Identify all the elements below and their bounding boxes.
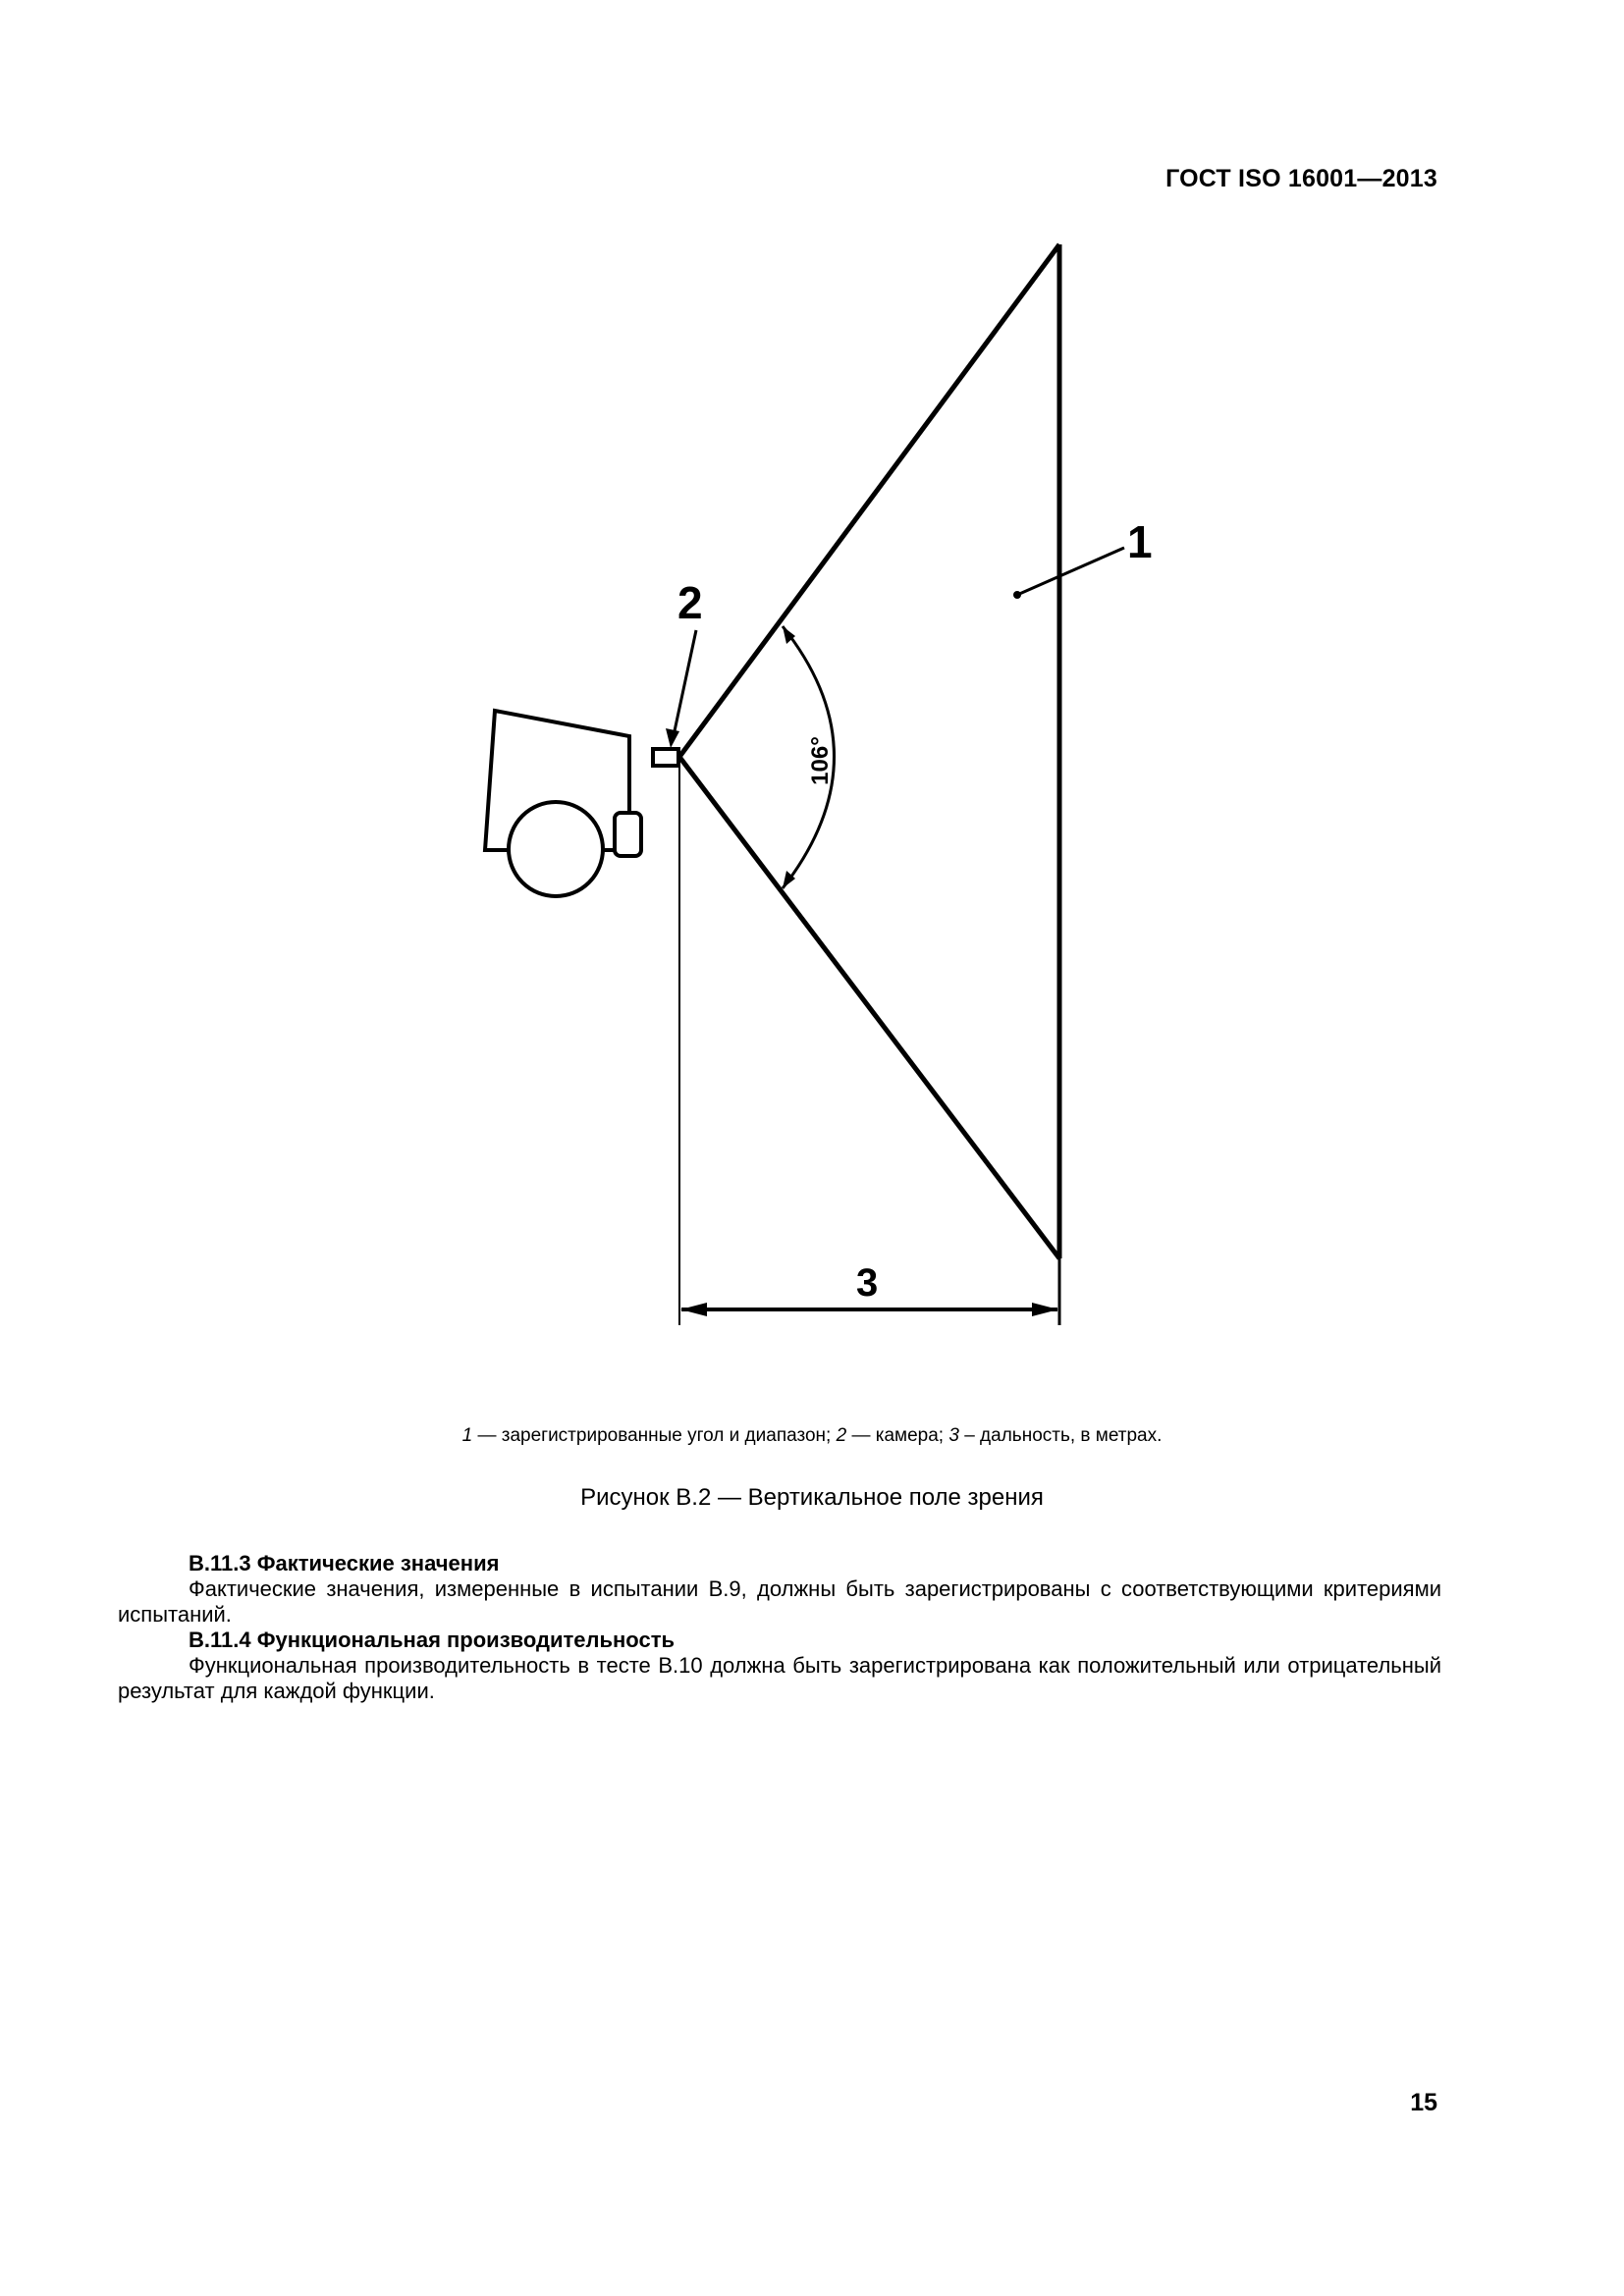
range-label: 3	[856, 1261, 879, 1305]
legend-item1-num: 1	[461, 1425, 473, 1446]
figure-caption: Рисунок В.2 — Вертикальное поле зрения	[580, 1484, 1044, 1511]
section-heading-b11-3: В.11.3 Фактические значения	[189, 1551, 500, 1575]
camera-leader	[666, 630, 696, 748]
angle-label: 106°	[807, 736, 834, 785]
legend-item2-text: — камера;	[846, 1425, 949, 1446]
page-number: 15	[1410, 2089, 1437, 2116]
range-dimension-line	[680, 1303, 1058, 1316]
body-text	[118, 1551, 1441, 1704]
area-leader	[1013, 548, 1124, 599]
figure-legend	[0, 1425, 1624, 1447]
section-heading-b11-4: В.11.4 Функциональная производительность	[189, 1628, 675, 1652]
document-code: ГОСТ ISO 16001—2013	[1165, 165, 1437, 192]
area-label: 1	[1127, 516, 1153, 567]
camera-label: 2	[677, 577, 703, 628]
field-of-view-triangle	[679, 244, 1059, 1258]
section-text-b11-4: Функциональная производительность в тесте В.10 должна быть зарегистрирована как положительный или отрицательный результат для каждой функции.	[118, 1653, 1441, 1703]
legend-item3-num: 3	[948, 1425, 959, 1446]
legend-item3-text: – дальность, в метрах.	[958, 1425, 1163, 1446]
machine-icon	[485, 711, 641, 896]
camera-icon	[653, 749, 678, 766]
legend-item2-num: 2	[836, 1425, 847, 1446]
legend-item1-text: — зарегистрированные угол и диапазон;	[472, 1425, 837, 1446]
section-text-b11-3: Фактические значения, измеренные в испытании В.9, должны быть зарегистрированы с соответствующими критериями испытаний.	[118, 1576, 1441, 1627]
